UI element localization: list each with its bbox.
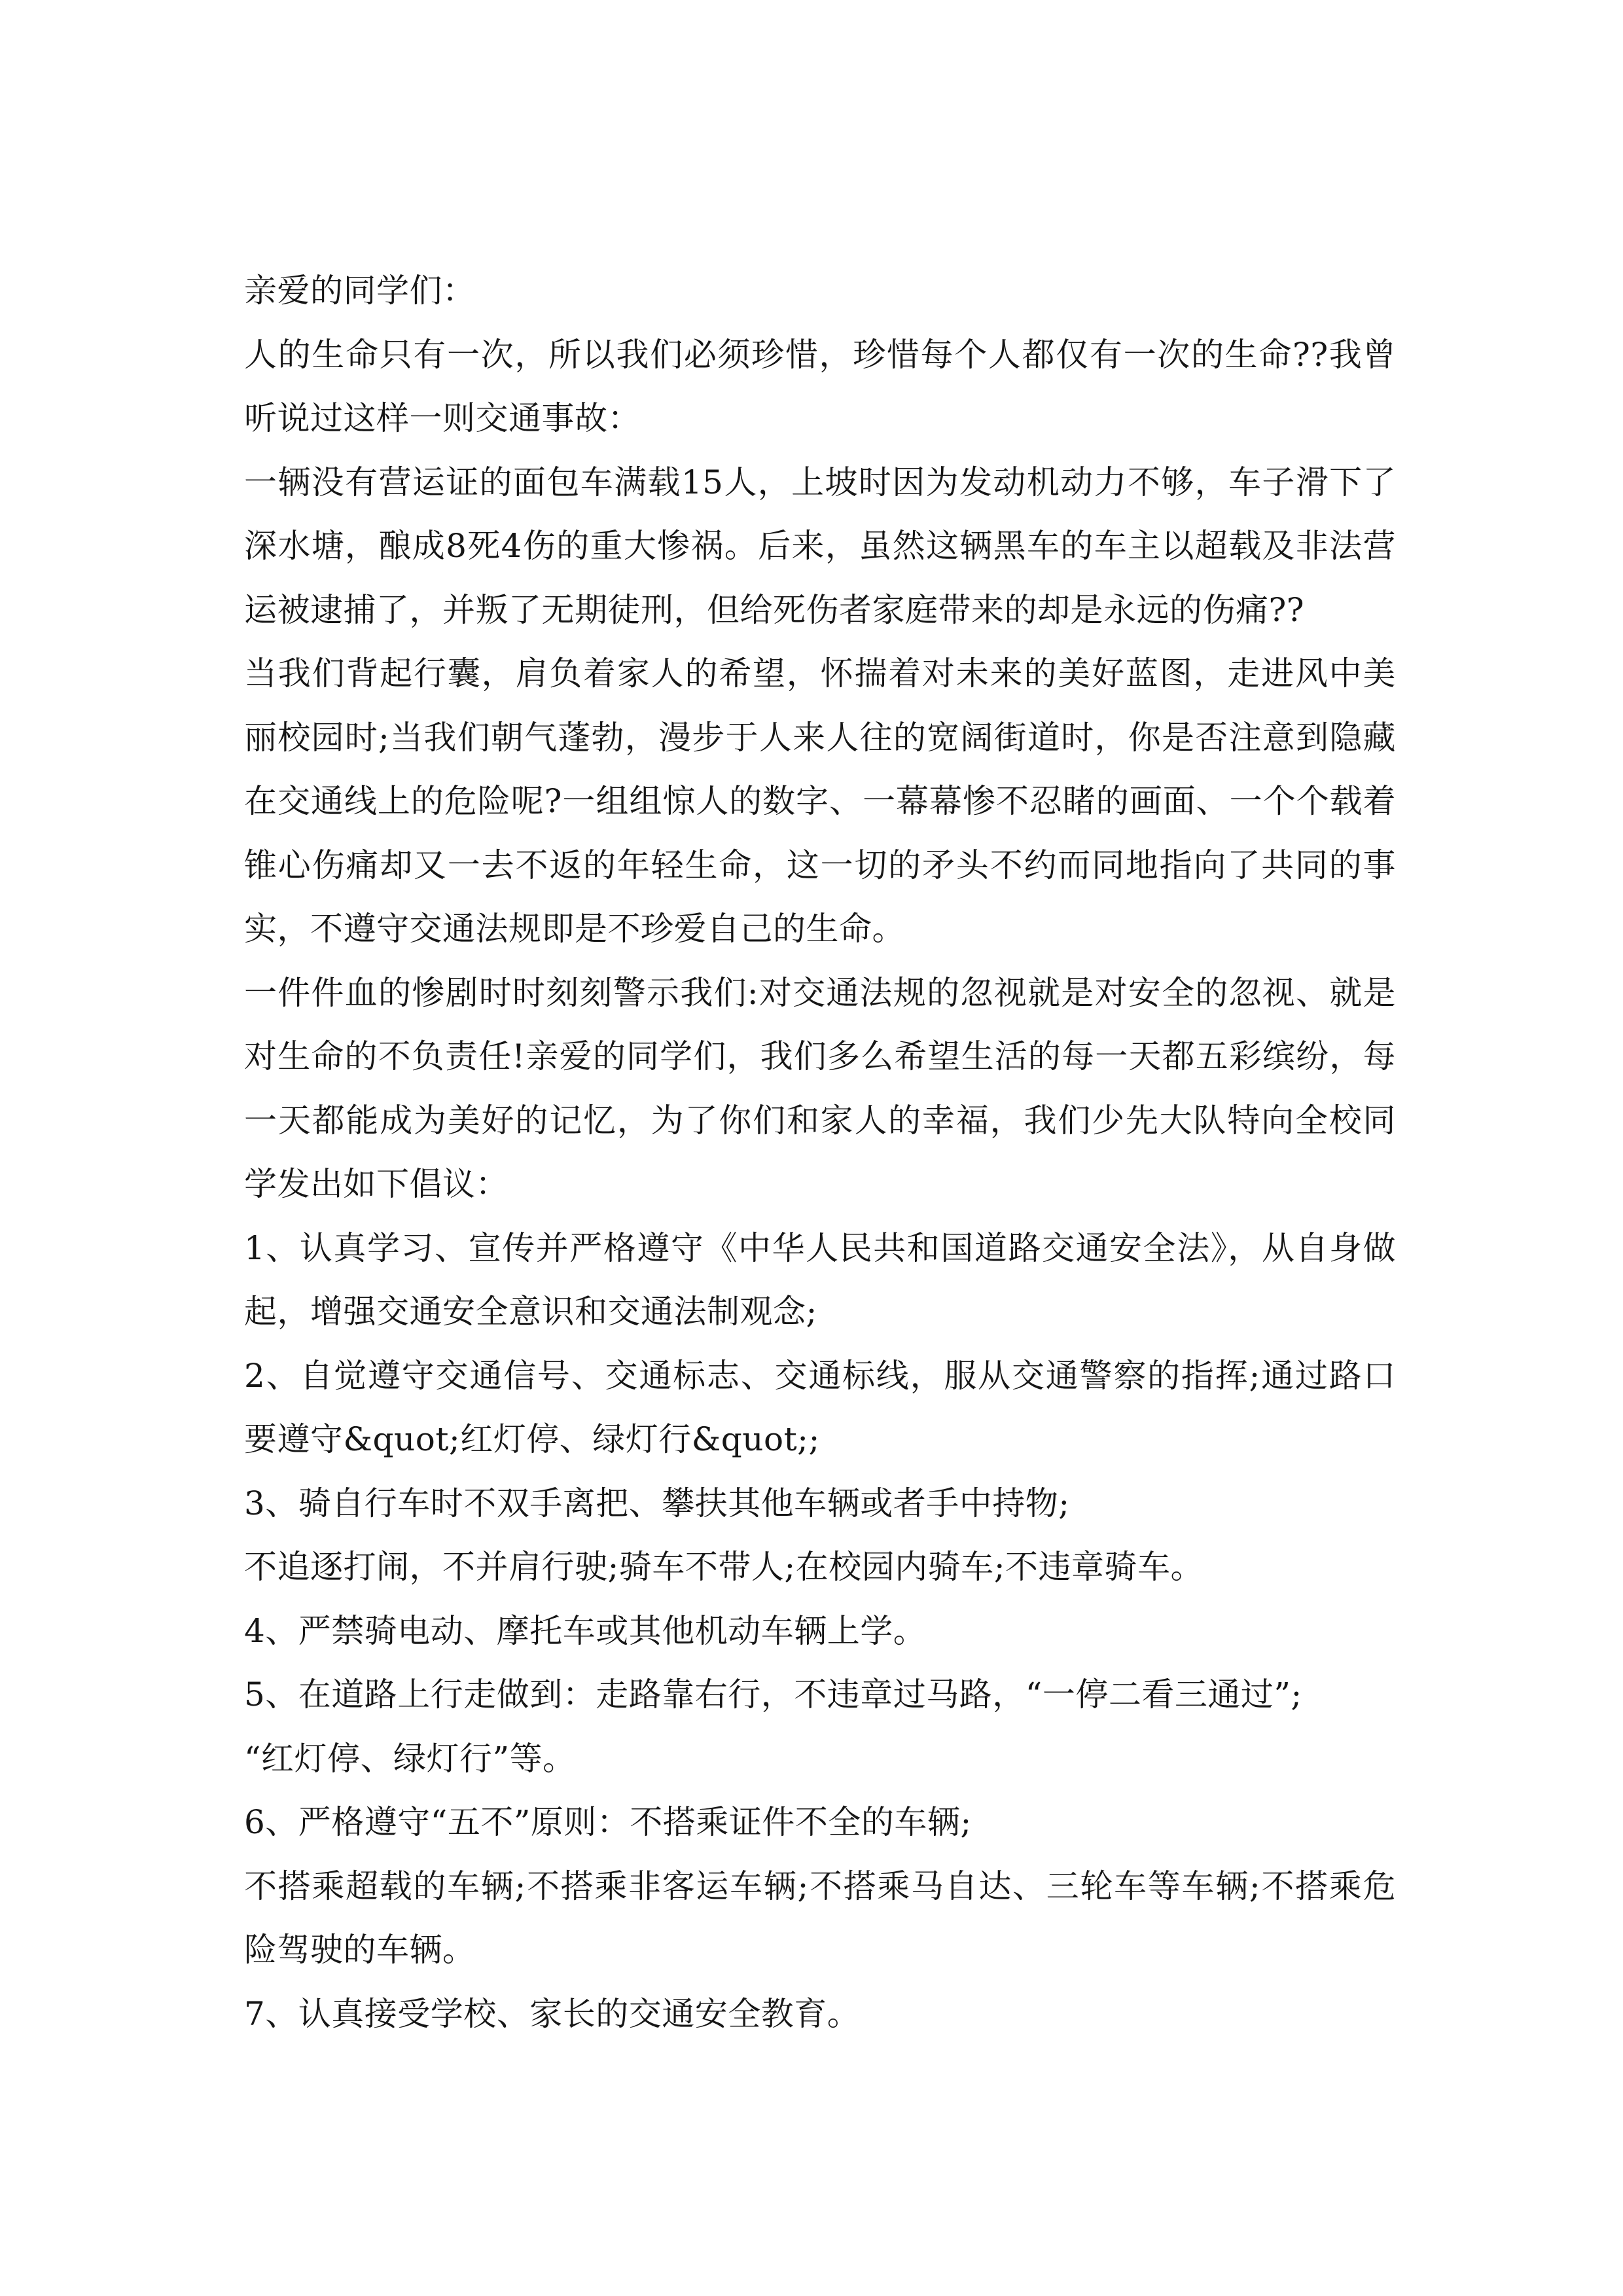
paragraph-danger: 当我们背起行囊，肩负着家人的希望，怀揣着对未来的美好蓝图，走进风中美丽校园时;当我们朝气蓬勃，漫步于人来人往的宽阔街道时，你是否注意到隐藏在交通线上的危险呢?一组组惊人的数字、一幕幕惨不忍睹的画面、一个个载着锥心伤痛却又一去不返的年轻生命，这一切的矛头不约而同地指向了共同的事实，不遵守交通法规即是不珍爱自己的生命。 [244,655,1396,948]
list-item-5: 5、在道路上行走做到：走路靠右行，不违章过马路，“一停二看三通过”; [244,1676,1302,1713]
list-item-6-continued: 不搭乘超载的车辆;不搭乘非客运车辆;不搭乘马自达、三轮车等车辆;不搭乘危险驾驶的车辆。 [244,1867,1396,1969]
list-item-5-continued: “红灯停、绿灯行”等。 [244,1739,576,1778]
paragraph-greeting: 亲爱的同学们： [244,272,476,310]
list-item-7: 7、认真接受学校、家长的交通安全教育。 [244,1994,861,2033]
list-item-2: 2、自觉遵守交通信号、交通标志、交通标线，服从交通警察的指挥;通过路口要遵守&quot;红灯停、绿灯行&quot;; [244,1356,1396,1458]
paragraph-proposal: 一件件血的惨剧时时刻刻警示我们:对交通法规的忽视就是对安全的忽视、就是对生命的不负责任!亲爱的同学们，我们多么希望生活的每一天都五彩缤纷，每一天都能成为美好的记忆，为了你们和家人的幸福，我们少先大队特向全校同学发出如下倡议： [244,973,1396,1203]
list-item-4: 4、严禁骑电动、摩托车或其他机动车辆上学。 [244,1611,927,1650]
document-body [244,259,1396,2046]
paragraph-intro: 人的生命只有一次，所以我们必须珍惜，珍惜每个人都仅有一次的生命??我曾听说过这样一则交通事故： [244,335,1396,437]
paragraph-accident: 一辆没有营运证的面包车满载15人，上坡时因为发动机动力不够，车子滑下了深水塘，酿成8死4伤的重大惨祸。后来，虽然这辆黑车的车主以超载及非法营运被逮捕了，并叛了无期徒刑，但给死伤者家庭带来的却是永远的伤痛?? [244,463,1396,629]
list-item-6: 6、严格遵守“五不”原则：不搭乘证件不全的车辆; [244,1803,972,1841]
list-item-3-continued: 不追逐打闹，不并肩行驶;骑车不带人;在校园内骑车;不违章骑车。 [244,1548,1204,1586]
list-item-3: 3、骑自行车时不双手离把、攀扶其他车辆或者手中持物; [244,1484,1070,1522]
list-item-1: 1、认真学习、宣传并严格遵守《中华人民共和国道路交通安全法》，从自身做起，增强交通安全意识和交通法制观念; [244,1229,1396,1331]
